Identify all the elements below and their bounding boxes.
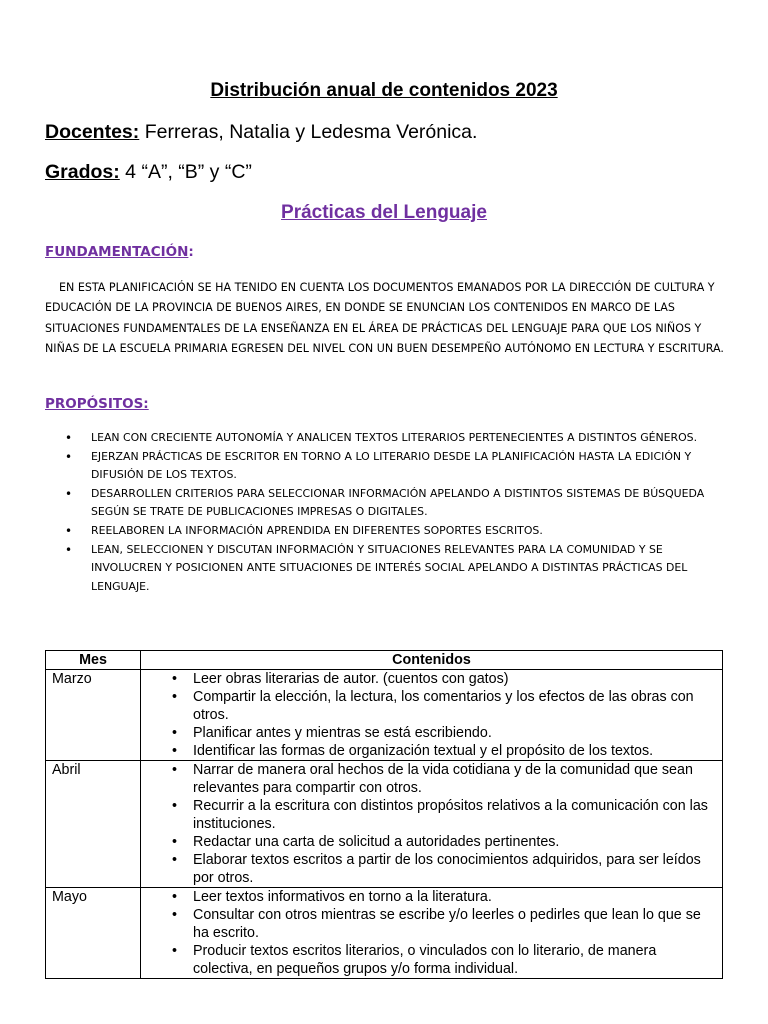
contents-cell xyxy=(141,888,723,979)
bullet-icon: • xyxy=(172,725,178,741)
contents-list xyxy=(141,670,722,760)
fundamentacion-heading xyxy=(45,244,194,260)
content-text: Consultar con otros mientras se escribe y/o leerles o pedirles que lean lo que se ha escrito. xyxy=(193,907,701,941)
contents-list xyxy=(141,888,722,978)
month-cell: Mayo xyxy=(46,888,141,979)
subject-title: Prácticas del Lenguaje xyxy=(281,202,487,223)
content-text: Redactar una carta de solicitud a autoridades pertinentes. xyxy=(193,834,560,850)
month-cell: Abril xyxy=(46,761,141,888)
fundamentacion-text: EN ESTA PLANIFICACIÓN SE HA TENIDO EN CUENTA LOS DOCUMENTOS EMANADOS POR LA DIRECCIÓN DE CULTURA Y EDUCACIÓN DE LA PROVINCIA DE BUENOS AIRES, EN DONDE SE ENUNCIAN LOS CONTENIDOS EN MARCO DE LAS SITUACIONES FUNDAMENTALES DE LA ENSEÑANZA EN EL ÁREA DE PRÁCTICAS DEL LENGUAJE PARA QUE LOS NIÑOS Y NIÑAS DE LA ESCUELA PRIMARIA EGRESEN DEL NIVEL CON UN BUEN DESEMPEÑO AUTÓNOMO EN LECTURA Y ESCRITURA. xyxy=(45,281,724,355)
list-item xyxy=(141,742,722,760)
list-item xyxy=(141,888,722,906)
content-text: Leer obras literarias de autor. (cuentos con gatos) xyxy=(193,671,509,687)
bullet-icon: • xyxy=(172,907,178,923)
list-item xyxy=(141,761,722,797)
docentes-label: Docentes: xyxy=(45,121,140,143)
bullet-icon: • xyxy=(65,449,73,464)
bullet-icon: • xyxy=(172,689,178,705)
list-item xyxy=(141,688,722,724)
bullet-icon: • xyxy=(172,889,178,905)
table-row xyxy=(46,761,723,888)
proposito-text: LEAN, SELECCIONEN Y DISCUTAN INFORMACIÓN Y SITUACIONES RELEVANTES PARA LA COMUNIDAD Y SE INVOLUCREN Y POSICIONEN ANTE SITUACIONES DE INTERÉS SOCIAL APELANDO A DISTINTAS PRÁCTICAS DEL LENGUAJE. xyxy=(91,542,688,593)
fundamentacion-heading-colon: : xyxy=(188,244,194,260)
propositos-heading-text: PROPÓSITOS: xyxy=(45,396,149,412)
list-item xyxy=(141,851,722,887)
document-title: Distribución anual de contenidos 2023 xyxy=(210,80,558,101)
bullet-icon: • xyxy=(172,743,178,759)
contents-cell xyxy=(141,670,723,761)
month-cell: Marzo xyxy=(46,670,141,761)
table-row xyxy=(46,888,723,979)
bullet-icon: • xyxy=(172,834,178,850)
bullet-icon: • xyxy=(65,542,73,557)
bullet-icon: • xyxy=(172,762,178,778)
bullet-icon: • xyxy=(65,523,73,538)
contents-cell xyxy=(141,761,723,888)
contenidos-table xyxy=(45,650,723,979)
list-item xyxy=(45,485,735,522)
content-text: Leer textos informativos en torno a la literatura. xyxy=(193,889,492,905)
grados-label: Grados: xyxy=(45,161,120,183)
bullet-icon: • xyxy=(172,852,178,868)
docentes-value: Ferreras, Natalia y Ledesma Verónica. xyxy=(139,121,478,143)
content-text: Producir textos escritos literarios, o vinculados con lo literario, de manera colectiva, en pequeños grupos y/o forma individual. xyxy=(193,943,657,977)
list-item xyxy=(141,942,722,978)
bullet-icon: • xyxy=(172,798,178,814)
content-text: Elaborar textos escritos a partir de los conocimientos adquiridos, para ser leídos por otros. xyxy=(193,852,701,886)
list-item xyxy=(45,429,735,448)
bullet-icon: • xyxy=(65,431,73,445)
list-item xyxy=(141,906,722,942)
table-header-row xyxy=(46,651,723,670)
grados-value: 4 “A”, “B” y “C” xyxy=(119,161,252,183)
proposito-text: DESARROLLEN CRITERIOS PARA SELECCIONAR INFORMACIÓN APELANDO A DISTINTOS SISTEMAS DE BÚSQUEDA SEGÚN SE TRATE DE PUBLICACIONES IMPRESAS O DIGITALES. xyxy=(91,486,705,519)
grados-line xyxy=(45,161,252,184)
proposito-text: EJERZAN PRÁCTICAS DE ESCRITOR EN TORNO A LO LITERARIO DESDE LA PLANIFICACIÓN HASTA LA EDICIÓN Y DIFUSIÓN DE LOS TEXTOS. xyxy=(91,449,692,482)
proposito-text: REELABOREN LA INFORMACIÓN APRENDIDA EN DIFERENTES SOPORTES ESCRITOS. xyxy=(91,523,543,537)
proposito-text: LEAN CON CRECIENTE AUTONOMÍA Y ANALICEN TEXTOS LITERARIOS PERTENECIENTES A DISTINTOS GÉNEROS. xyxy=(91,431,698,444)
mes-column-header: Mes xyxy=(46,651,141,670)
list-item xyxy=(141,797,722,833)
list-item xyxy=(141,724,722,742)
list-item xyxy=(45,541,735,597)
propositos-heading xyxy=(45,396,149,412)
bullet-icon: • xyxy=(65,486,73,501)
contents-list xyxy=(141,761,722,887)
list-item xyxy=(45,448,735,485)
content-text: Identificar las formas de organización textual y el propósito de los textos. xyxy=(193,743,654,759)
list-item xyxy=(45,522,735,541)
content-text: Recurrir a la escritura con distintos propósitos relativos a la comunicación con las instituciones. xyxy=(193,798,708,832)
bullet-icon: • xyxy=(172,943,178,959)
list-item xyxy=(141,670,722,688)
list-item xyxy=(141,833,722,851)
bullet-icon: • xyxy=(172,671,178,687)
content-text: Planificar antes y mientras se está escribiendo. xyxy=(193,725,492,741)
content-text: Narrar de manera oral hechos de la vida cotidiana y de la comunidad que sean relevantes para compartir con otros. xyxy=(193,762,693,796)
propositos-list xyxy=(45,429,735,596)
fundamentacion-heading-text: FUNDAMENTACIÓN xyxy=(45,244,189,260)
table-row xyxy=(46,670,723,761)
docentes-line xyxy=(45,121,477,144)
contenidos-column-header: Contenidos xyxy=(141,651,723,670)
content-text: Compartir la elección, la lectura, los comentarios y los efectos de las obras con otros. xyxy=(193,689,694,723)
